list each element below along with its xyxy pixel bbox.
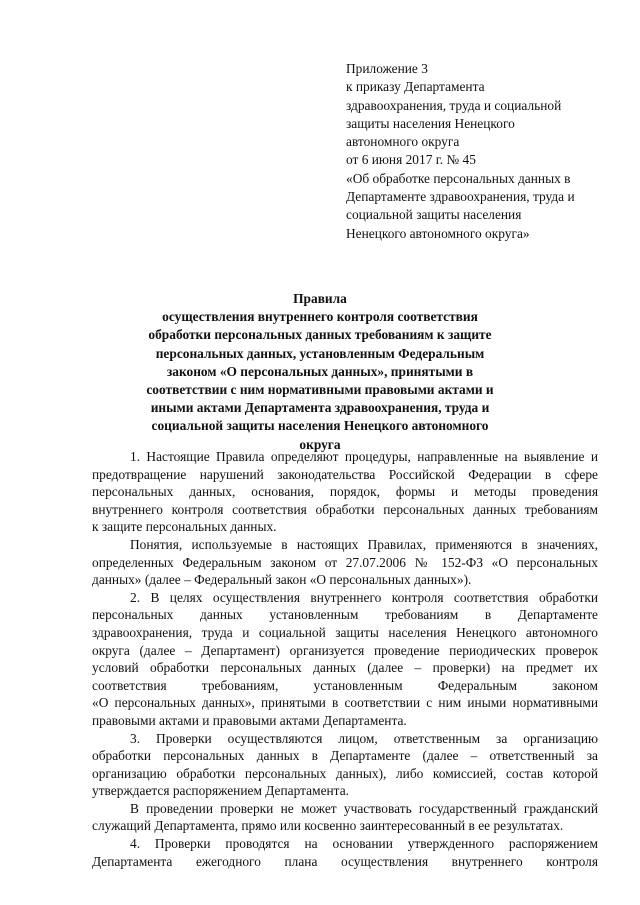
text-line: персональных данных установленным требованиям в Департаменте xyxy=(92,607,598,623)
paragraph-3 xyxy=(92,730,598,800)
appendix-line: Приложение 3 xyxy=(346,61,428,76)
text-line: внутреннего контроля соответствия обработки персональных данных требованиям xyxy=(92,501,598,517)
paragraph-4 xyxy=(92,835,598,870)
text-line: здравоохранения, труда и социальной защиты населения Ненецкого автономного xyxy=(92,624,598,640)
text-line: определенных Федеральным законом от 27.07.2006 № 152-ФЗ «О персональных xyxy=(92,554,598,570)
paragraph-definitions xyxy=(92,536,598,589)
text-line: к защите персональных данных. xyxy=(92,519,277,535)
title-line: законом «О персональных данных», принятыми в xyxy=(166,363,474,379)
text-line: 2. В целях осуществления внутреннего контроля соответствия обработки xyxy=(130,589,598,605)
title-line: соответствии с ним нормативными правовыми актами и xyxy=(146,382,494,398)
text-line: данных» (далее – Федеральный закон «О персональных данных»). xyxy=(92,572,472,588)
text-line: Понятия, используемые в настоящих Правилах, применяются в значениях, xyxy=(130,536,598,552)
text-line: организацию обработки персональных данных), либо комиссией, состав которой xyxy=(92,765,598,781)
text-line: 3. Проверки осуществляются лицом, ответственным за организацию xyxy=(130,730,598,746)
title-line: обработки персональных данных требованиям к защите xyxy=(148,327,492,343)
text-line: 4. Проверки проводятся на основании утвержденного распоряжением xyxy=(130,836,598,852)
title-line: осуществления внутреннего контроля соответствия xyxy=(162,309,478,325)
text-line: предотвращение нарушений законодательства Российской Федерации в сфере xyxy=(92,466,598,482)
text-line: «О персональных данных», принятыми в соответствии с ним иными нормативными xyxy=(92,695,598,711)
appendix-line: защиты населения Ненецкого xyxy=(346,115,515,131)
appendix-line: социальной защиты населения xyxy=(346,207,522,223)
title-line: иными актами Департамента здравоохранения, труда и xyxy=(150,400,490,416)
appendix-line: от 6 июня 2017 г. № 45 xyxy=(346,152,476,168)
paragraph-3-exclusion xyxy=(92,800,598,835)
title-line: персональных данных, установленным Федеральным xyxy=(155,345,485,361)
text-line: 1. Настоящие Правила определяют процедуры, направленные на выявление и xyxy=(130,449,598,464)
appendix-line: здравоохранения, труда и социальной xyxy=(346,97,562,113)
appendix-header xyxy=(346,60,596,243)
text-line: условий обработки персональных данных (далее – проверки) на предмет их xyxy=(92,660,598,676)
text-line: правовыми актами и правовыми актами Департамента. xyxy=(92,712,407,728)
appendix-line: «Об обработке персональных данных в xyxy=(346,170,571,186)
title-line: социальной защиты населения Ненецкого автономного xyxy=(151,418,489,434)
text-line: служащий Департамента, прямо или косвенно заинтересованный в ее результатах. xyxy=(92,818,564,834)
paragraph-1 xyxy=(92,448,598,536)
text-line: утверждается распоряжением Департамента. xyxy=(92,783,349,799)
appendix-line: Ненецкого автономного округа» xyxy=(346,225,530,241)
text-line: В проведении проверки не может участвовать государственный гражданский xyxy=(130,800,598,816)
text-line: обработки персональных данных в Департаменте (далее – ответственный за xyxy=(92,748,598,764)
appendix-line: Департаменте здравоохранения, труда и xyxy=(346,189,575,205)
document-title xyxy=(110,290,530,454)
appendix-line: автономного округа xyxy=(346,134,460,150)
document-body xyxy=(92,448,598,870)
appendix-line: к приказу Департамента xyxy=(346,79,485,95)
paragraph-2 xyxy=(92,589,598,730)
text-line: округа (далее – Департамент) организуется проведение периодических проверок xyxy=(92,642,598,658)
text-line: Департамента ежегодного плана осуществления внутреннего контроля xyxy=(92,853,598,869)
title-line: Правила xyxy=(293,291,347,306)
title-line: округа xyxy=(299,436,341,452)
text-line: персональных данных, основания, порядок, формы и методы проведения xyxy=(92,484,598,500)
text-line: соответствия требованиям, установленным Федеральным законом xyxy=(92,677,598,693)
